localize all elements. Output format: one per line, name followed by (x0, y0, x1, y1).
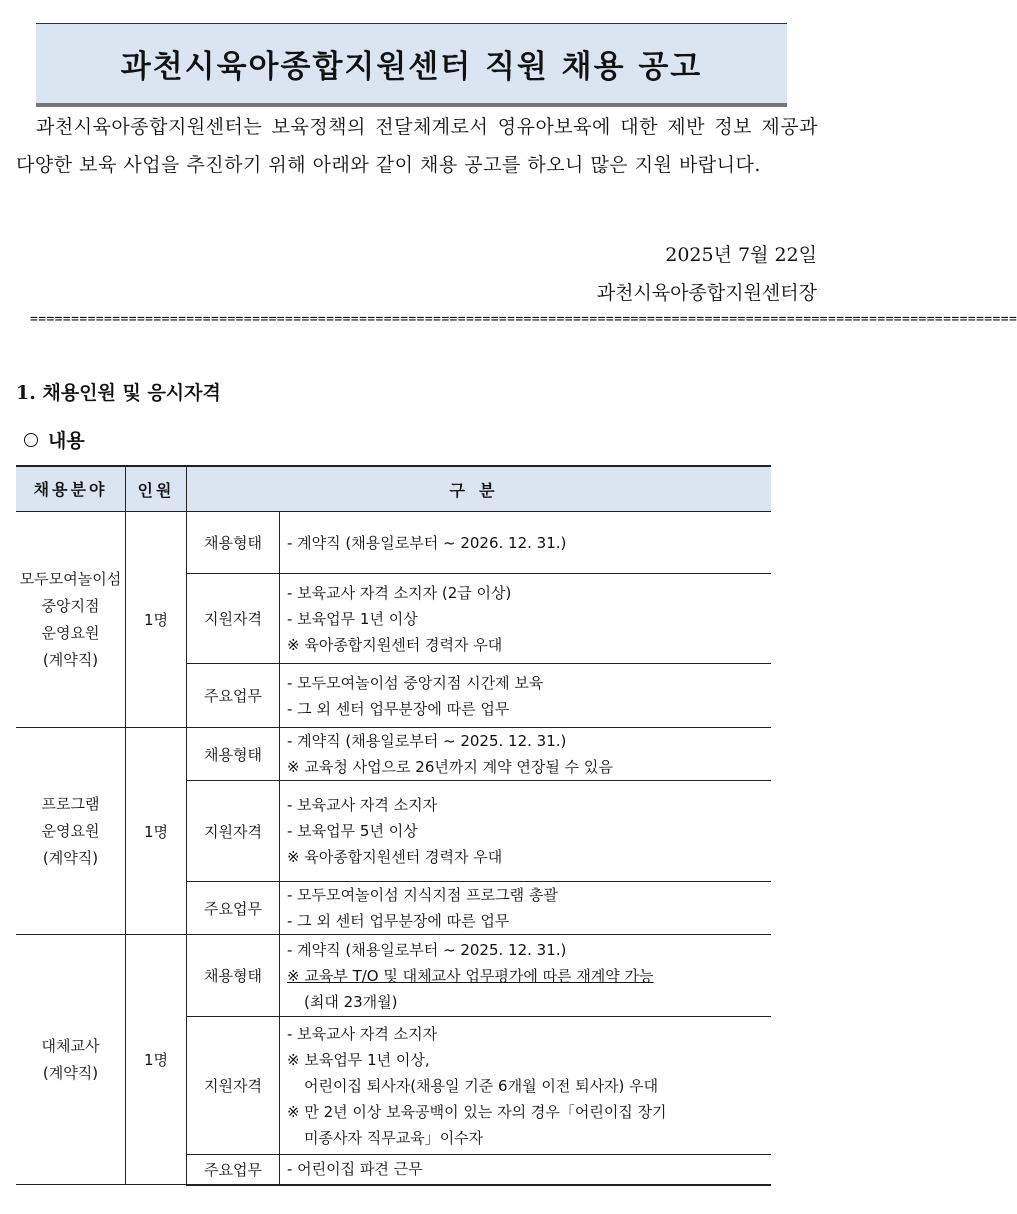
category-cell: 지원자격 (187, 574, 280, 664)
detail-line: - 보육업무 1년 이상 (287, 609, 418, 628)
section-heading: 1. 채용인원 및 응시자격 (16, 382, 221, 404)
detail-line: ※ 육아종합지원센터 경력자 우대 (287, 635, 503, 654)
field-line: 프로그램 (41, 794, 100, 813)
signer: 과천시육아종합지원센터장 (596, 282, 817, 304)
sub-heading (24, 426, 85, 453)
detail-cell (280, 1155, 772, 1185)
header-field: 채용분야 (16, 466, 126, 512)
intro-paragraph: 과천시육아종합지원센터는 보육정책의 전달체계로서 영유아보육에 대한 제반 정보 제공과 다양한 보육 사업을 추진하기 위해 아래와 같이 채용 공고를 하오니 많은 지원 바랍니다. (16, 116, 818, 176)
separator-line: ======================================================================================================================== (30, 312, 1017, 327)
recruitment-table (16, 465, 771, 1186)
table-row (16, 935, 771, 1017)
detail-line: - 보육업무 5년 이상 (287, 822, 418, 840)
count-cell: 1명 (126, 728, 187, 935)
detail-line (287, 963, 771, 989)
detail-cell (280, 781, 772, 882)
category-cell: 주요업무 (187, 1155, 280, 1185)
detail-cell (280, 728, 772, 781)
sub-heading-label: 내용 (48, 430, 85, 452)
detail-cell (280, 512, 772, 574)
field-line: (계약직) (42, 1063, 99, 1082)
table-row (16, 512, 771, 574)
title-box (36, 23, 787, 107)
category-cell: 주요업무 (187, 664, 280, 728)
announcement-date: 2025년 7월 22일 (665, 244, 817, 266)
detail-cell (280, 935, 772, 1017)
field-cell (16, 935, 126, 1185)
count-cell: 1명 (126, 512, 187, 728)
detail-line: - 계약직 (채용일로부터 ~ 2025. 12. 31.) (287, 732, 567, 750)
detail-line: - 보육교사 자격 소지자 (2급 이상) (287, 583, 512, 602)
category-cell: 주요업무 (187, 882, 280, 935)
detail-line: - 계약직 (채용일로부터 ~ 2025. 12. 31.) (287, 940, 567, 959)
detail-line: ※ 육아종합지원센터 경력자 우대 (287, 848, 503, 866)
header-category: 구분 (187, 466, 772, 512)
detail-line: - 보육교사 자격 소지자 (287, 796, 438, 814)
detail-line: - 모두모여놀이섬 지식지점 프로그램 총괄 (287, 886, 558, 904)
table-row (16, 728, 771, 781)
table-header-row (16, 466, 771, 512)
count-cell: 1명 (126, 935, 187, 1185)
field-line: 운영요원 (41, 821, 100, 840)
category-cell: 채용형태 (187, 512, 280, 574)
detail-line: ※ 교육청 사업으로 26년까지 계약 연장될 수 있음 (287, 758, 613, 776)
detail-line: - 그 외 센터 업무분장에 따른 업무 (287, 912, 510, 930)
detail-cell (280, 1017, 772, 1155)
detail-line: - 계약직 (채용일로부터 ~ 2026. 12. 31.) (287, 533, 567, 552)
detail-line: - 어린이집 파견 근무 (287, 1160, 423, 1179)
field-line: 운영요원 (41, 623, 100, 642)
detail-line: 어린이집 퇴사자(채용일 기준 6개월 이전 퇴사자) 우대 (304, 1076, 659, 1095)
category-cell: 지원자격 (187, 1017, 280, 1155)
field-line: (계약직) (42, 848, 99, 867)
field-line: 대체교사 (41, 1036, 100, 1055)
detail-cell (280, 664, 772, 728)
field-cell (16, 512, 126, 728)
detail-line: (최대 23개월) (304, 992, 398, 1011)
header-count: 인원 (126, 466, 187, 512)
field-line: (계약직) (42, 650, 99, 669)
detail-line: 미종사자 직무교육」이수자 (304, 1128, 484, 1147)
circle-bullet-icon (24, 433, 38, 447)
detail-line: - 그 외 센터 업무분장에 따른 업무 (287, 699, 510, 718)
detail-line: ※ 만 2년 이상 보육공백이 있는 자의 경우「어린이집 장기 (287, 1102, 667, 1121)
field-cell (16, 728, 126, 935)
detail-line: - 보육교사 자격 소지자 (287, 1024, 438, 1043)
detail-cell (280, 882, 772, 935)
detail-line: ※ 보육업무 1년 이상, (287, 1050, 430, 1069)
detail-cell (280, 574, 772, 664)
category-cell: 채용형태 (187, 935, 280, 1017)
underlined-note: ※ 교육부 T/O 및 대체교사 업무평가에 따른 재계약 가능 (287, 966, 654, 985)
field-line: 중앙지점 (41, 596, 100, 615)
field-line: 모두모여놀이섬 (19, 569, 122, 588)
table-body (16, 512, 771, 1185)
detail-line: - 모두모여놀이섬 중앙지점 시간제 보육 (287, 673, 544, 692)
page-title: 과천시육아종합지원센터 직원 채용 공고 (120, 49, 703, 85)
category-cell: 지원자격 (187, 781, 280, 882)
category-cell: 채용형태 (187, 728, 280, 781)
